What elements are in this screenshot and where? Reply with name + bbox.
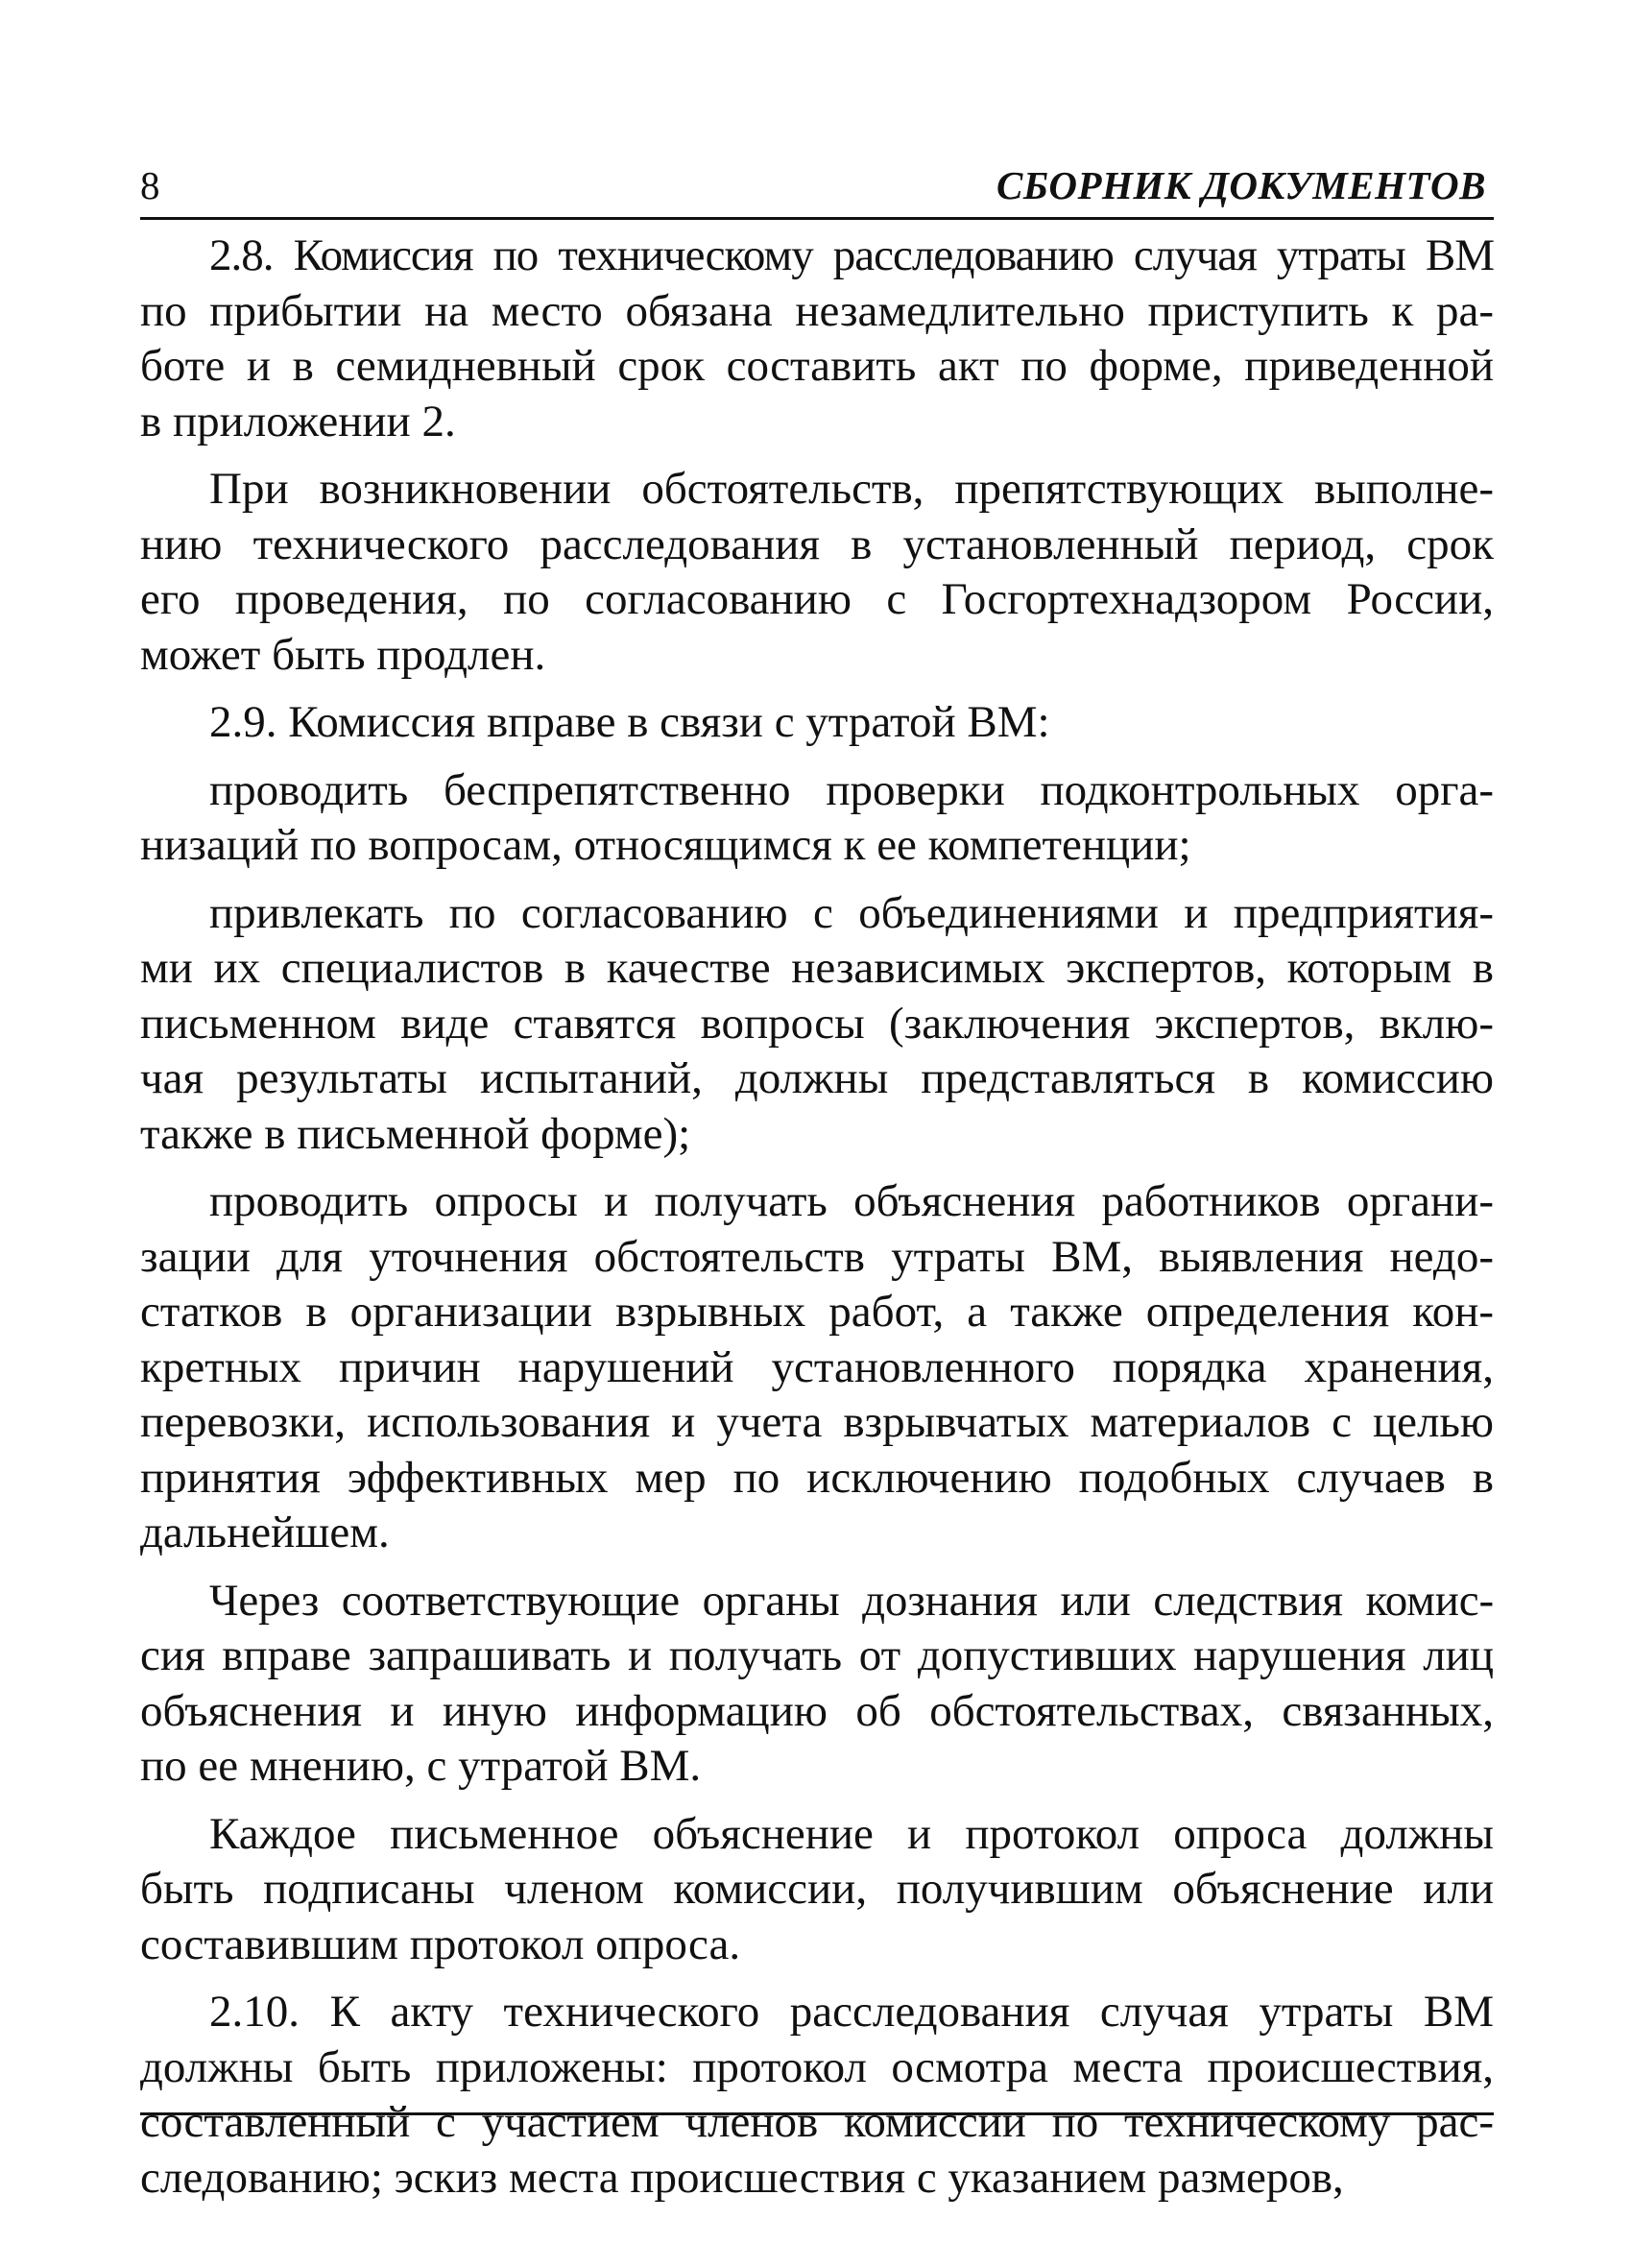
text-line: проводить опросы и получать объяснения работников органи- [209,1176,1494,1226]
text-line: Каждое письменное объяснение и протокол опроса должны [209,1808,1494,1859]
text-line: кретных причин нарушений установленного порядка хранения, [140,1341,1494,1392]
text-line: проводить беспрепятственно проверки подконтрольных орга- [209,764,1494,815]
text-line: должны быть приложены: протокол осмотра места происшествия, [140,2041,1494,2092]
paragraph [140,886,1494,1163]
paragraph [140,462,1494,683]
paragraph [140,1574,1494,1795]
text-line: его проведения, по согласованию с Госгортехнадзором России, [140,574,1494,624]
text-line: боте и в семидневный срок составить акт по форме, приведенной [140,341,1494,391]
text-line: зации для уточнения обстоятельств утраты ВМ, выявления недо- [140,1231,1494,1282]
paragraph [140,1985,1494,2206]
text-line: следованию; эскиз места происшествия с указанием размеров, [140,2152,1344,2203]
text-line: ми их специалистов в качестве независимых экспертов, которым в [140,943,1494,993]
text-line: письменном виде ставятся вопросы (заключения экспертов, вклю- [140,998,1494,1049]
text-line: составившим протокол опроса. [140,1918,741,1969]
text-line: составленный с участием членов комиссии по техническому рас- [140,2097,1494,2147]
paragraph [140,695,1494,751]
text-line: 2.10. К акту технического расследования случая утраты ВМ [209,1987,1494,2037]
text-line: дальнейшем. [140,1508,390,1557]
paragraph [140,1174,1494,1561]
text-line: чая результаты испытаний, должны представляться в комиссию [140,1053,1494,1103]
text-line: сия вправе запрашивать и получать от допустивших нарушения лиц [140,1630,1494,1680]
text-line: быть подписаны членом комиссии, получившим объяснение или [140,1864,1494,1914]
collection-title: СБОРНИК ДОКУМЕНТОВ [996,163,1486,207]
text-line: привлекать по согласованию с объединениями и предприятия- [209,887,1494,938]
text-line: статков в организации взрывных работ, а также определения кон- [140,1287,1494,1337]
paragraph [140,1807,1494,1973]
running-header [140,157,1494,220]
body-text [140,229,1494,2218]
text-line: низаций по вопросам, относящимся к ее компетенции; [140,820,1191,870]
text-line: может быть продлен. [140,629,546,680]
text-line: принятия эффективных мер по исключению подобных случаев в [140,1452,1494,1503]
text-line: по прибытии на место обязана незамедлительно приступить к ра- [140,285,1494,336]
footer-rule [140,2112,1494,2115]
paragraph [140,763,1494,874]
text-line: 2.8. Комиссия по техническому расследованию случая утраты ВМ [209,230,1494,280]
text-line: 2.9. Комиссия вправе в связи с утратой ВМ: [209,697,1050,747]
text-line: по ее мнению, с утратой ВМ. [140,1741,702,1791]
document-page [140,0,1494,2268]
paragraph [140,229,1494,449]
text-line: При возникновении обстоятельств, препятствующих выполне- [209,464,1494,514]
text-line: также в письменной форме); [140,1108,691,1159]
text-line: нию технического расследования в установленный период, срок [140,519,1494,569]
text-line: перевозки, использования и учета взрывчатых материалов с целью [140,1397,1494,1447]
page-number: 8 [140,163,160,207]
text-line: в приложении 2. [140,396,456,446]
text-line: объяснения и иную информацию об обстоятельствах, связанных, [140,1685,1494,1736]
text-line: Через соответствующие органы дознания или следствия комис- [209,1575,1494,1626]
